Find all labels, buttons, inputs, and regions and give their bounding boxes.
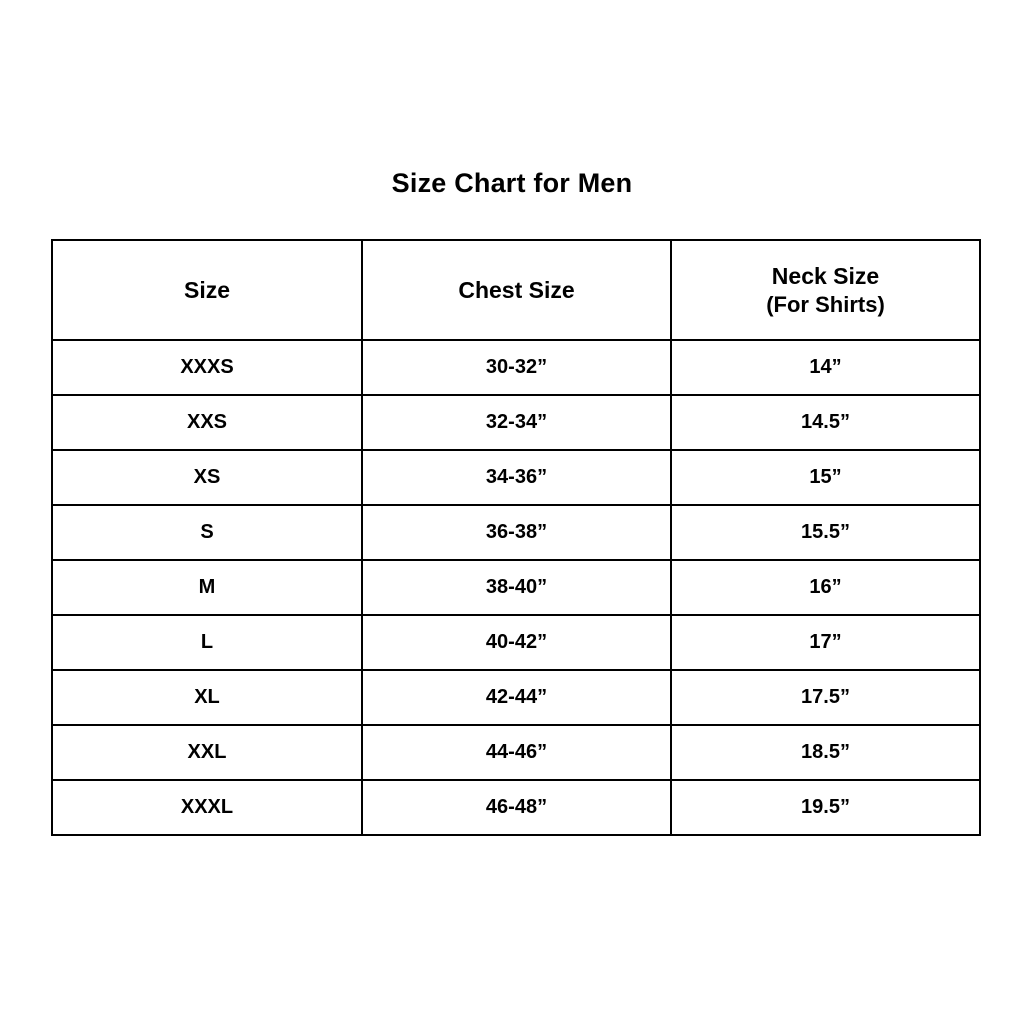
cell-neck: 18.5” (671, 725, 980, 780)
column-header-size-label: Size (183, 276, 231, 303)
table-row (52, 450, 980, 505)
cell-chest: 40-42” (362, 615, 671, 670)
column-header-size (52, 240, 362, 340)
cell-neck: 14.5” (671, 395, 980, 450)
cell-neck: 15” (671, 450, 980, 505)
cell-chest: 44-46” (362, 725, 671, 780)
table-body (52, 340, 980, 835)
cell-size: XXS (52, 395, 362, 450)
table-row (52, 780, 980, 835)
size-chart-table (51, 239, 981, 836)
page-title: Size Chart for Men (391, 168, 633, 198)
cell-neck: 16” (671, 560, 980, 615)
cell-neck: 15.5” (671, 505, 980, 560)
cell-size: M (52, 560, 362, 615)
table-header (52, 240, 980, 340)
cell-neck: 17” (671, 615, 980, 670)
table-row (52, 560, 980, 615)
cell-neck: 14” (671, 340, 980, 395)
column-header-chest-label: Chest Size (458, 276, 575, 303)
cell-neck: 17.5” (671, 670, 980, 725)
column-header-chest (362, 240, 671, 340)
table-row (52, 505, 980, 560)
cell-chest: 36-38” (362, 505, 671, 560)
table-row (52, 670, 980, 725)
cell-chest: 30-32” (362, 340, 671, 395)
cell-chest: 46-48” (362, 780, 671, 835)
cell-size: XXL (52, 725, 362, 780)
cell-chest: 34-36” (362, 450, 671, 505)
column-header-neck-label: Neck Size (771, 262, 880, 289)
cell-size: XXXS (52, 340, 362, 395)
cell-size: XL (52, 670, 362, 725)
cell-size: XXXL (52, 780, 362, 835)
table-row (52, 340, 980, 395)
cell-size: L (52, 615, 362, 670)
cell-size: XS (52, 450, 362, 505)
cell-chest: 32-34” (362, 395, 671, 450)
column-header-neck (671, 240, 980, 340)
cell-neck: 19.5” (671, 780, 980, 835)
table-header-row (52, 240, 980, 340)
table-row (52, 725, 980, 780)
cell-size: S (52, 505, 362, 560)
table-row (52, 615, 980, 670)
cell-chest: 42-44” (362, 670, 671, 725)
column-header-neck-sublabel: (For Shirts) (766, 291, 885, 317)
cell-chest: 38-40” (362, 560, 671, 615)
table-row (52, 395, 980, 450)
